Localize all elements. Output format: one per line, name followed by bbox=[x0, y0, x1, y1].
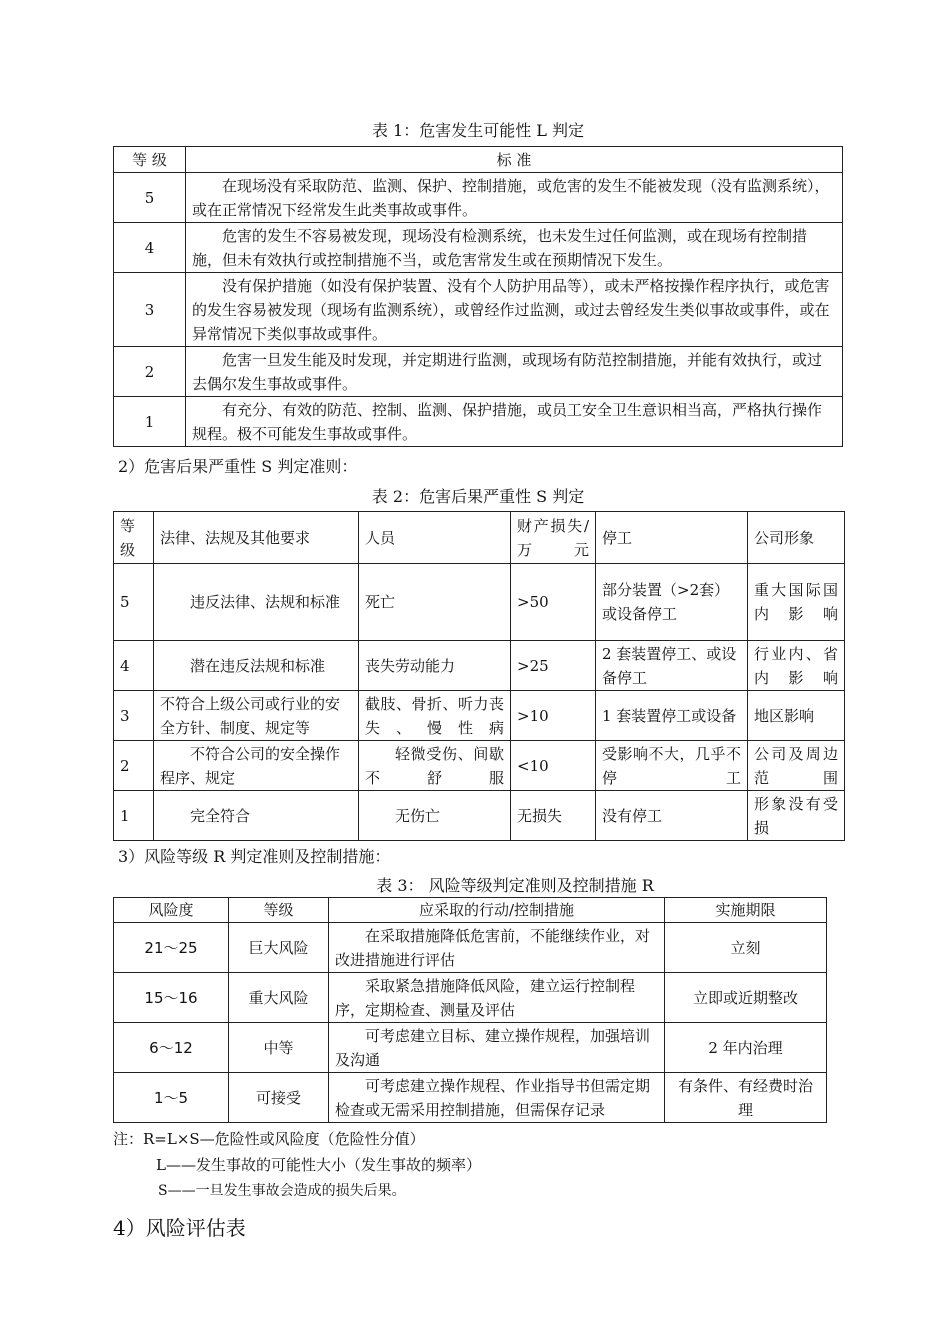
risk-degree-cell: 15～16 bbox=[114, 973, 229, 1023]
table-row bbox=[114, 1073, 827, 1123]
grade-cell: 巨大风险 bbox=[229, 923, 329, 973]
level-cell: 2 bbox=[114, 347, 186, 397]
personnel-cell: 丧失劳动能力 bbox=[359, 641, 511, 691]
shutdown-cell: 没有停工 bbox=[596, 791, 748, 841]
image-cell: 行业内、省内影响 bbox=[748, 641, 845, 691]
table1-caption: 表 1：危害发生可能性 L 判定 bbox=[371, 121, 585, 140]
table-header-row bbox=[114, 512, 845, 564]
table2-caption: 表 2：危害后果严重性 S 判定 bbox=[371, 487, 585, 506]
table-header-row bbox=[114, 147, 843, 173]
action-cell: 采取紧急措施降低风险，建立运行控制程序，定期检查、测量及评估 bbox=[329, 973, 665, 1023]
level-cell: 4 bbox=[114, 641, 154, 691]
criterion-cell: 危害一旦发生能及时发现，并定期进行监测，或现场有防范控制措施，并能有效执行，或过去偶尔发生事故或事件。 bbox=[186, 347, 843, 397]
table-row bbox=[114, 223, 843, 273]
table-row bbox=[114, 691, 845, 741]
section-heading: 4）风险评估表 bbox=[113, 1216, 246, 1240]
header-cell: 法律、法规及其他要求 bbox=[154, 512, 359, 564]
image-cell: 形象没有受损 bbox=[748, 791, 845, 841]
severity-table bbox=[113, 511, 845, 841]
image-cell: 公司及周边范围 bbox=[748, 741, 845, 791]
action-cell: 在采取措施降低危害前，不能继续作业，对改进措施进行评估 bbox=[329, 923, 665, 973]
header-cell: 等 级 bbox=[114, 147, 186, 173]
table-row bbox=[114, 1023, 827, 1073]
likelihood-table bbox=[113, 146, 843, 447]
level-cell: 5 bbox=[114, 564, 154, 641]
image-cell: 重大国际国内影响 bbox=[748, 564, 845, 641]
law-cell: 违反法律、法规和标准 bbox=[154, 564, 359, 641]
action-cell: 可考虑建立操作规程、作业指导书但需定期检查或无需采用控制措施，但需保存记录 bbox=[329, 1073, 665, 1123]
header-cell: 等级 bbox=[229, 898, 329, 923]
table-row bbox=[114, 564, 845, 641]
table-row bbox=[114, 791, 845, 841]
deadline-cell: 立即或近期整改 bbox=[665, 973, 827, 1023]
level-cell: 3 bbox=[114, 691, 154, 741]
personnel-cell: 截肢、骨折、听力丧失、慢性病 bbox=[359, 691, 511, 741]
note-line: 注：R=L×S—危险性或风险度（危险性分值） bbox=[113, 1130, 425, 1148]
image-cell: 地区影响 bbox=[748, 691, 845, 741]
deadline-cell: 立刻 bbox=[665, 923, 827, 973]
level-cell: 3 bbox=[114, 273, 186, 347]
shutdown-cell: 受影响不大，几乎不停工 bbox=[596, 741, 748, 791]
note-line: L——发生事故的可能性大小（发生事故的频率） bbox=[156, 1156, 481, 1174]
header-cell: 财产损失/万元 bbox=[511, 512, 596, 564]
law-cell: 完全符合 bbox=[154, 791, 359, 841]
loss-cell: >10 bbox=[511, 691, 596, 741]
level-cell: 1 bbox=[114, 791, 154, 841]
table-header-row bbox=[114, 898, 827, 923]
criterion-cell: 在现场没有采取防范、监测、保护、控制措施，或危害的发生不能被发现（没有监测系统），或在正常情况下经常发生此类事故或事件。 bbox=[186, 173, 843, 223]
table-row bbox=[114, 641, 845, 691]
table-row bbox=[114, 397, 843, 447]
section-heading: 2）危害后果严重性 S 判定准则： bbox=[118, 457, 358, 476]
loss-cell: <10 bbox=[511, 741, 596, 791]
personnel-cell: 死亡 bbox=[359, 564, 511, 641]
risk-degree-cell: 1～5 bbox=[114, 1073, 229, 1123]
table-row bbox=[114, 173, 843, 223]
table-row bbox=[114, 923, 827, 973]
grade-cell: 可接受 bbox=[229, 1073, 329, 1123]
shutdown-cell: 部分装置（>2套）或设备停工 bbox=[596, 564, 748, 641]
table-row bbox=[114, 347, 843, 397]
shutdown-cell: 1 套装置停工或设备 bbox=[596, 691, 748, 741]
criterion-cell: 没有保护措施（如没有保护装置、没有个人防护用品等），或未严格按操作程序执行，或危害的发生容易被发现（现场有监测系统），或曾经作过监测，或过去曾经发生类似事故或事件，或在异常情况下类似事故或事件。 bbox=[186, 273, 843, 347]
table-row bbox=[114, 273, 843, 347]
grade-cell: 重大风险 bbox=[229, 973, 329, 1023]
personnel-cell: 轻微受伤、间歇不舒服 bbox=[359, 741, 511, 791]
level-cell: 5 bbox=[114, 173, 186, 223]
action-cell: 可考虑建立目标、建立操作规程，加强培训及沟通 bbox=[329, 1023, 665, 1073]
risk-level-table bbox=[113, 897, 827, 1123]
note-line: S——一旦发生事故会造成的损失后果。 bbox=[158, 1183, 406, 1199]
deadline-cell: 2 年内治理 bbox=[665, 1023, 827, 1073]
table-row bbox=[114, 741, 845, 791]
deadline-cell: 有条件、有经费时治理 bbox=[665, 1073, 827, 1123]
header-cell: 停工 bbox=[596, 512, 748, 564]
level-cell: 4 bbox=[114, 223, 186, 273]
table3-caption: 表 3： 风险等级判定准则及控制措施 R bbox=[376, 876, 654, 895]
header-cell: 公司形象 bbox=[748, 512, 845, 564]
shutdown-cell: 2 套装置停工、或设备停工 bbox=[596, 641, 748, 691]
loss-cell: >50 bbox=[511, 564, 596, 641]
criterion-cell: 有充分、有效的防范、控制、监测、保护措施，或员工安全卫生意识相当高，严格执行操作规程。极不可能发生事故或事件。 bbox=[186, 397, 843, 447]
law-cell: 不符合公司的安全操作程序、规定 bbox=[154, 741, 359, 791]
header-cell: 等级 bbox=[114, 512, 154, 564]
personnel-cell: 无伤亡 bbox=[359, 791, 511, 841]
header-cell: 风险度 bbox=[114, 898, 229, 923]
header-cell: 实施期限 bbox=[665, 898, 827, 923]
loss-cell: >25 bbox=[511, 641, 596, 691]
law-cell: 不符合上级公司或行业的安全方针、制度、规定等 bbox=[154, 691, 359, 741]
risk-degree-cell: 6～12 bbox=[114, 1023, 229, 1073]
header-cell: 标 准 bbox=[186, 147, 843, 173]
risk-degree-cell: 21～25 bbox=[114, 923, 229, 973]
level-cell: 1 bbox=[114, 397, 186, 447]
header-cell: 应采取的行动/控制措施 bbox=[329, 898, 665, 923]
grade-cell: 中等 bbox=[229, 1023, 329, 1073]
section-heading: 3）风险等级 R 判定准则及控制措施： bbox=[118, 847, 391, 866]
criterion-cell: 危害的发生不容易被发现，现场没有检测系统，也未发生过任何监测，或在现场有控制措施，但未有效执行或控制措施不当，或危害常发生或在预期情况下发生。 bbox=[186, 223, 843, 273]
level-cell: 2 bbox=[114, 741, 154, 791]
header-cell: 人员 bbox=[359, 512, 511, 564]
loss-cell: 无损失 bbox=[511, 791, 596, 841]
table-row bbox=[114, 973, 827, 1023]
law-cell: 潜在违反法规和标准 bbox=[154, 641, 359, 691]
